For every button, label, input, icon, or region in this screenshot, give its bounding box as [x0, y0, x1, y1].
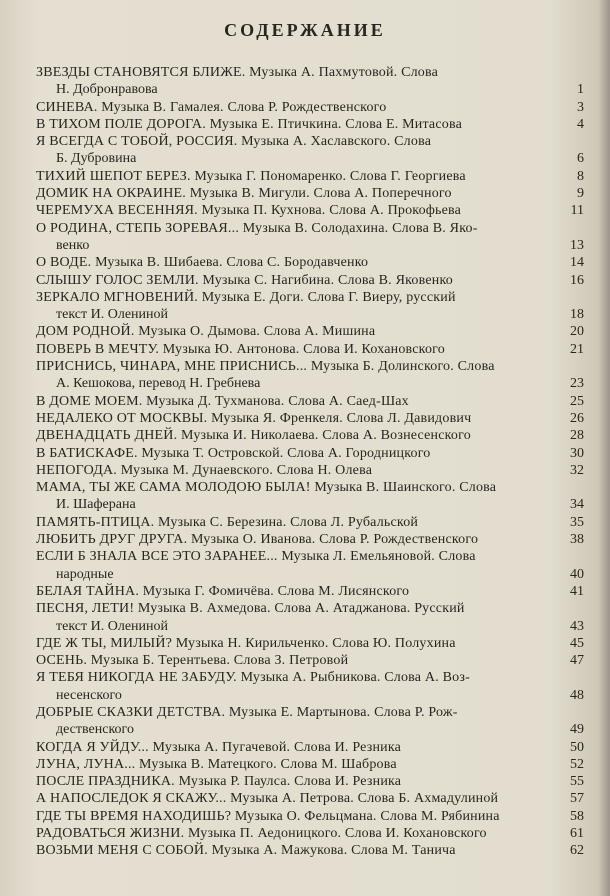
toc-entry-title: ПРИСНИСЬ, ЧИНАРА, МНЕ ПРИСНИСЬ... Музыка Б. Долинского. Слова: [36, 359, 495, 375]
toc-entry-title: ОСЕНЬ. Музыка Б. Терентьева. Слова З. Петровой: [36, 653, 349, 669]
toc-entry: [36, 808, 588, 825]
toc-entry-title: ЕСЛИ Б ЗНАЛА ВСЕ ЭТО ЗАРАНЕЕ... Музыка Л. Емельяновой. Слова: [36, 549, 476, 565]
toc-entry: [36, 756, 588, 773]
toc-entry: [36, 289, 588, 324]
toc-page-number: 18: [570, 307, 584, 323]
toc-page-number: 11: [570, 203, 584, 219]
toc-entry: [36, 410, 588, 427]
toc-entry: [36, 462, 588, 479]
toc-entry-title: О РОДИНА, СТЕПЬ ЗОРЕВАЯ... Музыка В. Солодахина. Слова В. Яко-: [36, 220, 478, 236]
toc-page-number: 3: [577, 99, 584, 115]
toc-page-number: 47: [570, 653, 584, 669]
toc-entry-title: РАДОВАТЬСЯ ЖИЗНИ. Музыка П. Аедоницкого. Слова И. Кохановского: [36, 826, 487, 842]
toc-page-number: 21: [570, 341, 584, 357]
toc-page-number: 35: [570, 514, 584, 530]
toc-page-number: 48: [570, 687, 584, 703]
toc-entry-title: ПАМЯТЬ-ПТИЦА. Музыка С. Березина. Слова Л. Рубальской: [36, 514, 419, 530]
toc-entry-title: В БАТИСКАФЕ. Музыка Т. Островской. Слова А. Городницкого: [36, 445, 431, 461]
toc-page-number: 23: [570, 376, 584, 392]
toc-entry: [36, 825, 588, 842]
toc-page-number: 6: [577, 151, 584, 167]
toc-entry-title: ЗЕРКАЛО МГНОВЕНИЙ. Музыка Е. Доги. Слова Г. Виеру, русский: [36, 289, 456, 305]
toc-entry: [36, 583, 588, 600]
toc-entry: [36, 842, 588, 859]
toc-entry-title: О ВОДЕ. Музыка В. Шибаева. Слова С. Бородавченко: [36, 255, 369, 271]
page-title: СОДЕРЖАНИЕ: [224, 20, 386, 40]
toc-entry-title: БЕЛАЯ ТАЙНА. Музыка Г. Фомичёва. Слова М. Лисянского: [36, 583, 410, 599]
toc-page-number: 32: [570, 462, 584, 478]
toc-entry-title: ЛУНА, ЛУНА... Музыка В. Матецкого. Слова М. Шаброва: [36, 756, 397, 772]
toc-entry-title: ГДЕ ТЫ ВРЕМЯ НАХОДИШЬ? Музыка О. Фельцмана. Слова М. Рябинина: [36, 808, 500, 824]
toc-entry-title: ТИХИЙ ШЕПОТ БЕРЕЗ. Музыка Г. Пономаренко. Слова Г. Георгиева: [36, 168, 466, 184]
toc-entry: [36, 514, 588, 531]
toc-entry: [36, 790, 588, 807]
toc-entry-title: МАМА, ТЫ ЖЕ САМА МОЛОДОЮ БЫЛА! Музыка В. Шаинского. Слова: [36, 480, 497, 496]
toc-entry-title: НЕПОГОДА. Музыка М. Дунаевского. Слова Н. Олева: [36, 462, 373, 478]
toc-entry: [36, 739, 588, 756]
toc-page-number: 14: [570, 255, 584, 271]
toc-entry-title: ГДЕ Ж ТЫ, МИЛЫЙ? Музыка Н. Кирильченко. Слова Ю. Полухина: [36, 635, 456, 651]
toc-page-number: 49: [570, 722, 584, 738]
toc-page-number: 25: [570, 393, 584, 409]
toc-entry: [36, 548, 588, 583]
toc-entry: [36, 773, 588, 790]
toc-entry-continuation: А. Кешокова, перевод Н. Гребнева: [56, 376, 261, 392]
toc-page-number: 61: [570, 826, 584, 842]
toc-entry-title: ЗВЕЗДЫ СТАНОВЯТСЯ БЛИЖЕ. Музыка А. Пахмутовой. Слова: [36, 65, 439, 80]
toc-entry: [36, 652, 588, 669]
toc-entry-title: ВОЗЬМИ МЕНЯ С СОБОЙ. Музыка А. Мажукова. Слова М. Танича: [36, 843, 456, 859]
toc-entry: [36, 202, 588, 219]
toc-entry-continuation: народные: [56, 566, 114, 582]
toc-page-number: 55: [570, 774, 584, 790]
toc-entry-title: СИНЕВА. Музыка В. Гамалея. Слова Р. Рождественского: [36, 99, 387, 115]
toc-entry: [36, 669, 588, 704]
toc-entry-continuation: Б. Дубровина: [56, 151, 137, 167]
toc-entry-continuation: И. Шаферана: [56, 497, 136, 513]
toc-page-number: 34: [570, 497, 584, 513]
toc-entry: [36, 635, 588, 652]
toc-page-number: 20: [570, 324, 584, 340]
toc-entry: [36, 600, 588, 635]
toc-entry: [36, 116, 588, 133]
toc-entry-title: ПОВЕРЬ В МЕЧТУ. Музыка Ю. Антонова. Слова И. Кохановского: [36, 341, 445, 357]
toc-page-number: 50: [570, 739, 584, 755]
toc-entry-continuation: Н. Добронравова: [56, 82, 158, 98]
toc-page-number: 9: [577, 186, 584, 202]
toc-entry-title: В ДОМЕ МОЕМ. Музыка Д. Тухманова. Слова А. Саед-Шах: [36, 393, 409, 409]
toc-page-number: 57: [570, 791, 584, 807]
table-of-contents: [36, 64, 588, 860]
toc-entry-title: ДОМИК НА ОКРАИНЕ. Музыка В. Мигули. Слова А. Поперечного: [36, 186, 452, 202]
toc-entry: [36, 272, 588, 289]
toc-page-number: 16: [570, 272, 584, 288]
toc-entry-title: А НАПОСЛЕДОК Я СКАЖУ... Музыка А. Петрова. Слова Б. Ахмадулиной: [36, 791, 499, 807]
toc-page-number: 43: [570, 618, 584, 634]
toc-page-number: 8: [577, 168, 584, 184]
toc-page-number: 38: [570, 532, 584, 548]
toc-page-number: 58: [570, 808, 584, 824]
toc-page-number: 45: [570, 635, 584, 651]
toc-page-number: 4: [577, 116, 584, 132]
toc-entry: [36, 220, 588, 255]
toc-page-number: 28: [570, 428, 584, 444]
toc-entry-continuation: текст И. Олениной: [56, 618, 169, 634]
toc-entry: [36, 358, 588, 393]
toc-entry: [36, 99, 588, 116]
toc-entry: [36, 323, 588, 340]
toc-entry-title: ПОСЛЕ ПРАЗДНИКА. Музыка Р. Паулса. Слова И. Резника: [36, 774, 402, 790]
toc-page-number: 41: [570, 583, 584, 599]
toc-page-number: 26: [570, 410, 584, 426]
toc-entry: [36, 393, 588, 410]
toc-entry-title: ДВЕНАДЦАТЬ ДНЕЙ. Музыка И. Николаева. Слова А. Вознесенского: [36, 428, 471, 444]
toc-entry: [36, 185, 588, 202]
toc-entry-title: КОГДА Я УЙДУ... Музыка А. Пугачевой. Слова И. Резника: [36, 739, 402, 755]
toc-entry: [36, 64, 588, 99]
toc-entry-continuation: венко: [56, 237, 90, 253]
toc-entry-title: ЛЮБИТЬ ДРУГ ДРУГА. Музыка О. Иванова. Слова Р. Рождественского: [36, 532, 479, 548]
toc-entry-title: ДОБРЫЕ СКАЗКИ ДЕТСТВА. Музыка Е. Мартынова. Слова Р. Рож-: [36, 704, 458, 720]
toc-entry: [36, 168, 588, 185]
toc-page-number: 52: [570, 756, 584, 772]
toc-entry-title: НЕДАЛЕКО ОТ МОСКВЫ. Музыка Я. Френкеля. Слова Л. Давидович: [36, 410, 472, 426]
toc-entry: [36, 531, 588, 548]
toc-entry: [36, 341, 588, 358]
toc-entry-title: СЛЫШУ ГОЛОС ЗЕМЛИ. Музыка С. Нагибина. Слова В. Яковенко: [36, 272, 453, 288]
toc-entry-continuation: дественского: [56, 722, 134, 738]
toc-entry-title: ДОМ РОДНОЙ. Музыка О. Дымова. Слова А. Мишина: [36, 324, 376, 340]
toc-entry: [36, 427, 588, 444]
toc-page-number: 1: [577, 82, 584, 98]
toc-entry-title: Я ВСЕГДА С ТОБОЙ, РОССИЯ. Музыка А. Хаславского. Слова: [36, 134, 432, 150]
toc-entry: [36, 479, 588, 514]
toc-entry: [36, 704, 588, 739]
toc-entry-continuation: несенского: [56, 687, 122, 703]
toc-entry-continuation: текст И. Олениной: [56, 307, 169, 323]
toc-entry-title: ПЕСНЯ, ЛЕТИ! Музыка В. Ахмедова. Слова А. Атаджанова. Русский: [36, 601, 465, 617]
toc-entry: [36, 133, 588, 168]
toc-page-number: 62: [570, 843, 584, 859]
toc-entry-title: Я ТЕБЯ НИКОГДА НЕ ЗАБУДУ. Музыка А. Рыбникова. Слова А. Воз-: [36, 670, 470, 686]
toc-entry-title: ЧЕРЕМУХА ВЕСЕННЯЯ. Музыка П. Кухнова. Слова А. Прокофьева: [36, 203, 462, 219]
toc-page-number: 40: [570, 566, 584, 582]
toc-entry: [36, 445, 588, 462]
toc-page-number: 30: [570, 445, 584, 461]
page-edge-shadow: [598, 0, 610, 896]
toc-entry-title: В ТИХОМ ПОЛЕ ДОРОГА. Музыка Е. Птичкина. Слова Е. Митасова: [36, 116, 463, 132]
toc-page-number: 13: [570, 237, 584, 253]
toc-entry: [36, 254, 588, 271]
